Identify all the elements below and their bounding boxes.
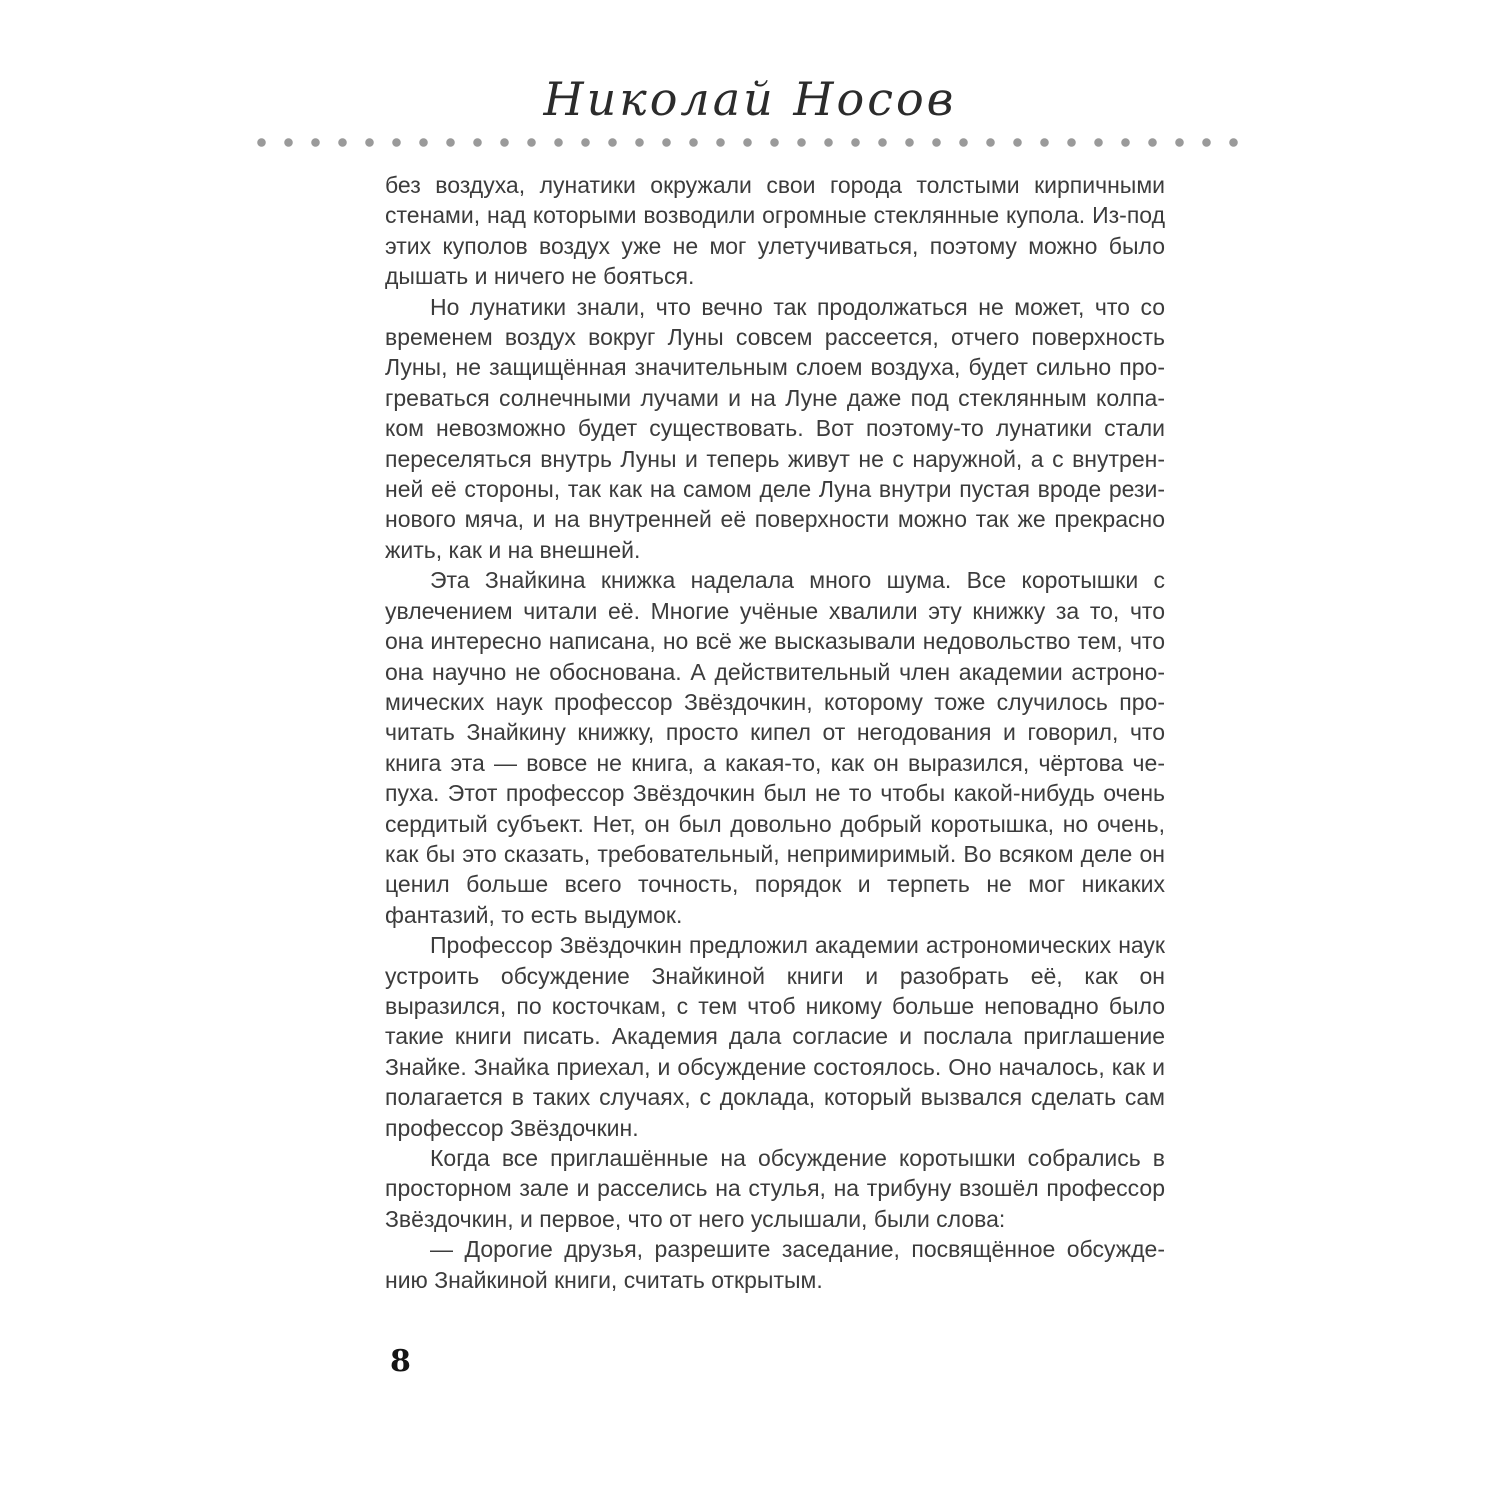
dotted-divider <box>248 138 1247 147</box>
paragraph: без воздуха, лунатики окружали свои города толстыми кирпичными стенами, над которыми возводили огромные стеклянные купола. Из-под этих куполов воздух уже не мог улетучиваться, поэтому можно было дышать и ничего не бояться. <box>385 172 1165 290</box>
paragraph: — Дорогие друзья, разрешите заседание, посвящённое обсуждению Знайкиной книги, считать открытым. <box>385 1236 1165 1293</box>
author-header: Николай Носов <box>543 72 957 126</box>
page-number: 8 <box>390 1344 411 1379</box>
paragraph: Профессор Звёздочкин предложил академии астрономических наук устроить обсуждение Знайкиной книги и разобрать её, как он выразился, по косточкам, с тем чтоб никому больше неповадно было такие книги писать. Академия дала согласие и послала приглашение Знайке. Знайка приехал, и обсуждение состоялось. Оно началось, как и полагается в таких случаях, с доклада, который вызвался сделать сам профессор Звёздочкин. <box>385 932 1165 1141</box>
page-text <box>385 170 1165 1295</box>
paragraph: Эта Знайкина книжка наделала много шума. Все коротышки с увлечением читали её. Многие учёные хвалили эту книжку за то, что она интересно написана, но всё же высказывали недовольство тем, что она научно не обоснована. А действительный член академии астрономических наук профессор Звёздочкин, которому тоже случилось прочитать Знайкину книжку, просто кипел от негодования и говорил, что книга эта — вовсе не книга, а какая-то, как он выразился, чёртова чепуха. Этот профессор Звёздочкин был не то чтобы какой-нибудь очень сердитый субъект. Нет, он был довольно добрый коротышка, но очень, как бы это сказать, требовательный, непримиримый. Во всяком деле он ценил больше всего точность, порядок и терпеть не мог никаких фантазий, то есть выдумок. <box>385 567 1165 928</box>
paragraph: Когда все приглашённые на обсуждение коротышки собрались в просторном зале и расселись на стулья, на трибуну взошёл профессор Звёздочкин, и первое, что от него услышали, были слова: <box>385 1145 1165 1232</box>
paragraph: Но лунатики знали, что вечно так продолжаться не может, что со временем воздух вокруг Луны совсем рассеется, отчего поверхность Луны, не защищённая значительным слоем воздуха, будет сильно прогреваться солнечными лучами и на Луне даже под стеклянным колпаком невозможно будет существовать. Вот поэтому-то лунатики стали переселяться внутрь Луны и теперь живут не с наружной, а с внутренней её стороны, так как на самом деле Луна внутри пустая вроде резинового мяча, и на внутренней её поверхности можно так же прекрасно жить, как и на внешней. <box>385 293 1165 563</box>
